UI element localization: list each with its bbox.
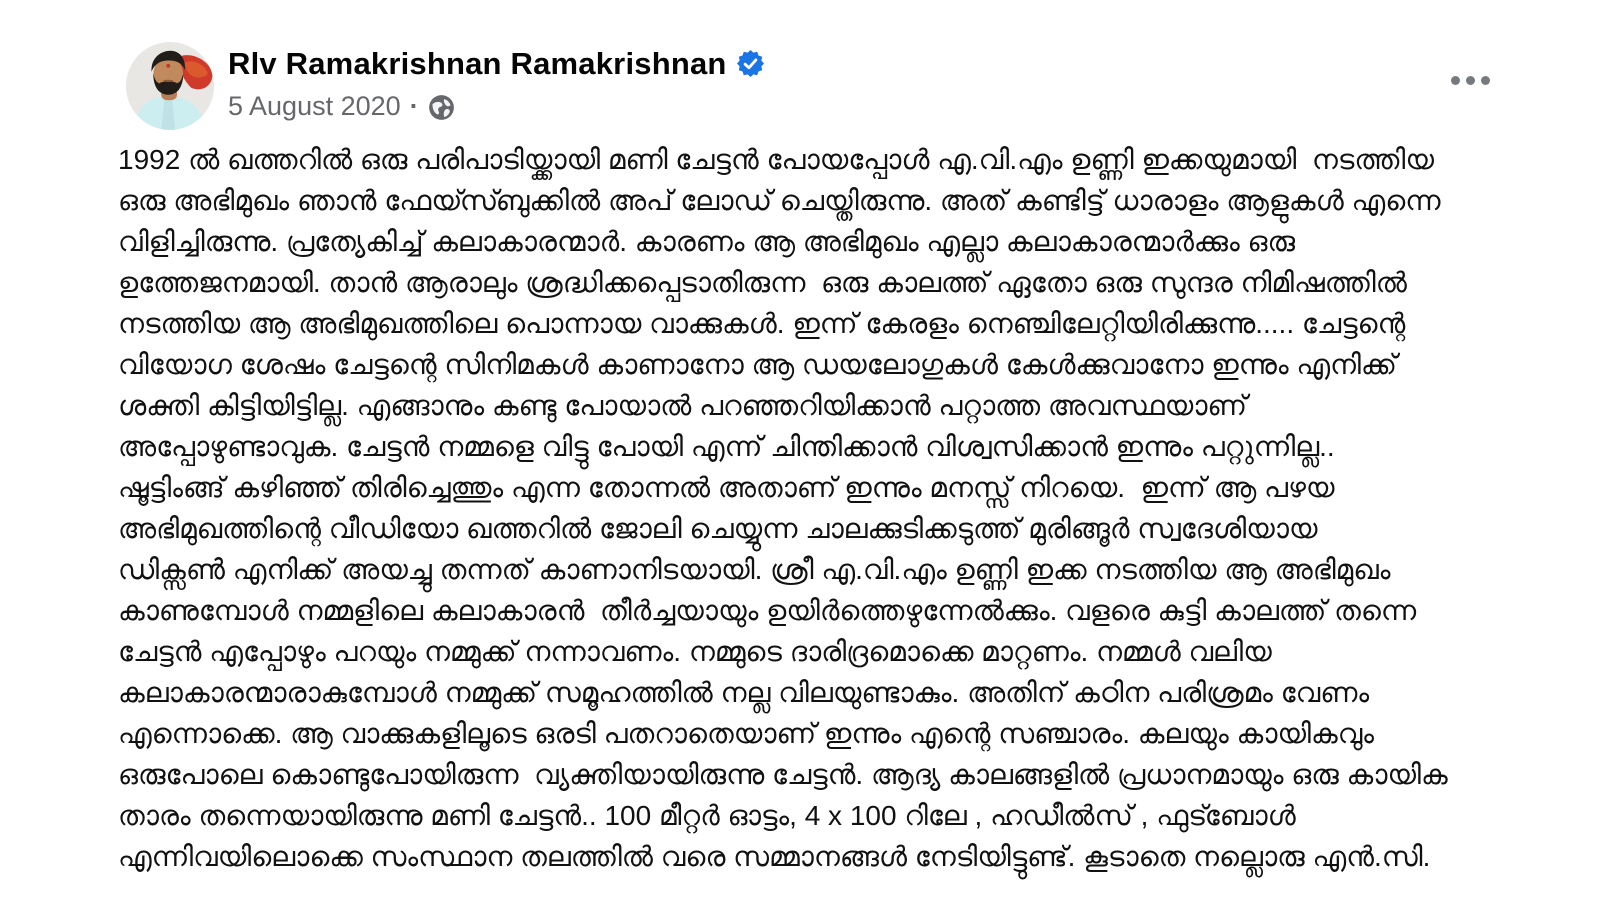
- meta-row: [228, 91, 764, 122]
- post-text-line: ഡിക്സൺ എനിക്ക് അയച്ചു തന്നത് കാണാനിടയായി. ശ്രീ എ.വി.എം ഉണ്ണി ഇക്ക നടത്തിയ ആ അഭിമുഖം: [118, 554, 1391, 585]
- post-text-line: വിളിച്ചിരുന്നു. പ്രത്യേകിച്ച് കലാകാരന്മാർ. കാരണം ആ അഭിമുഖം എല്ലാ കലാകാരന്മാർക്കും ഒരു: [118, 226, 1296, 257]
- post-text-line: ഒരുപോലെ കൊണ്ടുപോയിരുന്ന വ്യക്തിയായിരുന്നു ചേട്ടൻ. ആദ്യ കാലങ്ങളിൽ പ്രധാനമായും ഒരു കായിക: [118, 759, 1448, 790]
- three-dots-icon: [1466, 76, 1475, 85]
- three-dots-icon: [1481, 76, 1490, 85]
- three-dots-icon: [1451, 76, 1460, 85]
- post-text-line: താരം തന്നെയായിരുന്നു മണി ചേട്ടൻ.. 100 മീറ്റർ ഓട്ടം, 4 x 100 റിലേ , ഹഡീൽസ് , ഫുട്ബോൾ: [118, 800, 1296, 831]
- verified-badge-icon: [737, 50, 764, 77]
- post-text-line: കാണുമ്പോൾ നമ്മളിലെ കലാകാരൻ തീർച്ചയായും ഉയിർത്തെഴുന്നേൽക്കും. വളരെ കുട്ടി കാലത്ത് തന്നെ: [118, 595, 1417, 626]
- globe-privacy-icon: [428, 94, 455, 121]
- author-name[interactable]: Rlv Ramakrishnan Ramakrishnan: [228, 46, 727, 81]
- post-text-line: എന്നൊക്കെ. ആ വാക്കുകളിലൂടെ ഒരടി പതറാതെയാണ് ഇന്നും എന്റെ സഞ്ചാരം. കലയും കായികവും: [118, 718, 1375, 749]
- post-text-line: എന്നിവയിലൊക്കെ സംസ്ഥാന തലത്തിൽ വരെ സമ്മാനങ്ങൾ നേടിയിട്ടുണ്ട്. കൂടാതെ നല്ലൊരു എൻ.സി.: [118, 841, 1431, 872]
- avatar[interactable]: [126, 42, 214, 130]
- header-text: [228, 42, 764, 122]
- post-date[interactable]: 5 August 2020: [228, 90, 401, 121]
- post-text-line: ഷൂട്ടിംങ്ങ് കഴിഞ്ഞ് തിരിച്ചെത്തും എന്ന തോന്നൽ അതാണ് ഇന്നും മനസ്സ് നിറയെ. ഇന്ന് ആ പഴയ: [118, 472, 1335, 503]
- post-text-line: ഒരു അഭിമുഖം ഞാൻ ഫേയ്സ്ബുക്കിൽ അപ് ലോഡ് ചെയ്തിരുന്നു. അത് കണ്ടിട്ട് ധാരാളം ആളുകൾ എന്നെ: [118, 185, 1441, 216]
- avatar-portrait: [126, 42, 214, 130]
- post-text-line: വിയോഗ ശേഷം ചേട്ടന്റെ സിനിമകൾ കാണാനോ ആ ഡയലോഗുകൾ കേൾക്കുവാനോ ഇന്നും എനിക്ക്: [118, 349, 1397, 380]
- more-options-button[interactable]: [1440, 66, 1500, 94]
- post-text-line: നടത്തിയ ആ അഭിമുഖത്തിലെ പൊന്നായ വാക്കുകൾ. ഇന്ന് കേരളം നെഞ്ചിലേറ്റിയിരിക്കുന്നു..... ചേട്ടന്റെ: [118, 308, 1406, 339]
- post-header: [126, 42, 764, 130]
- post-text-line: ശക്തി കിട്ടിയിട്ടില്ല. എങ്ങാനും കണ്ടു പോയാൽ പറഞ്ഞറിയിക്കാൻ പറ്റാത്ത അവസ്ഥയാണ്: [118, 390, 1248, 421]
- post-text-line: കലാകാരന്മാരാകുമ്പോൾ നമ്മുക്ക് സമൂഹത്തിൽ നല്ല വിലയുണ്ടാകും. അതിന് കഠിന പരിശ്രമം വേണം: [118, 677, 1370, 708]
- post-text-line: 1992 ൽ ഖത്തറിൽ ഒരു പരിപാടിയ്ക്കായി മണി ചേട്ടൻ പോയപ്പോൾ എ.വി.എം ഉണ്ണി ഇക്കയുമായി നടത്തിയ: [118, 144, 1434, 175]
- post-text-line: അഭിമുഖത്തിന്റെ വീഡിയോ ഖത്തറിൽ ജോലി ചെയ്യുന്ന ചാലക്കുടിക്കടുത്ത് മുരിങ്ങൂർ സ്വദേശിയായ: [118, 513, 1318, 544]
- name-row: [228, 46, 764, 82]
- meta-separator: ·: [409, 90, 419, 121]
- post-text-line: അപ്പോഴുണ്ടാവുക. ചേട്ടൻ നമ്മളെ വിട്ടു പോയി എന്ന് ചിന്തിക്കാൻ വിശ്വസിക്കാൻ ഇന്നും പറ്റുന്നില്ല..: [118, 431, 1335, 462]
- post-text: [118, 139, 1538, 877]
- post-text-line: ഉത്തേജനമായി. താൻ ആരാലും ശ്രദ്ധിക്കപ്പെടാതിരുന്ന ഒരു കാലത്ത് ഏതോ ഒരു സുന്ദര നിമിഷത്തിൽ: [118, 267, 1407, 298]
- post-text-line: ചേട്ടൻ എപ്പോഴും പറയും നമ്മുക്ക് നന്നാവണം. നമ്മുടെ ദാരിദ്രമൊക്കെ മാറ്റണം. നമ്മൾ വലിയ: [118, 636, 1272, 667]
